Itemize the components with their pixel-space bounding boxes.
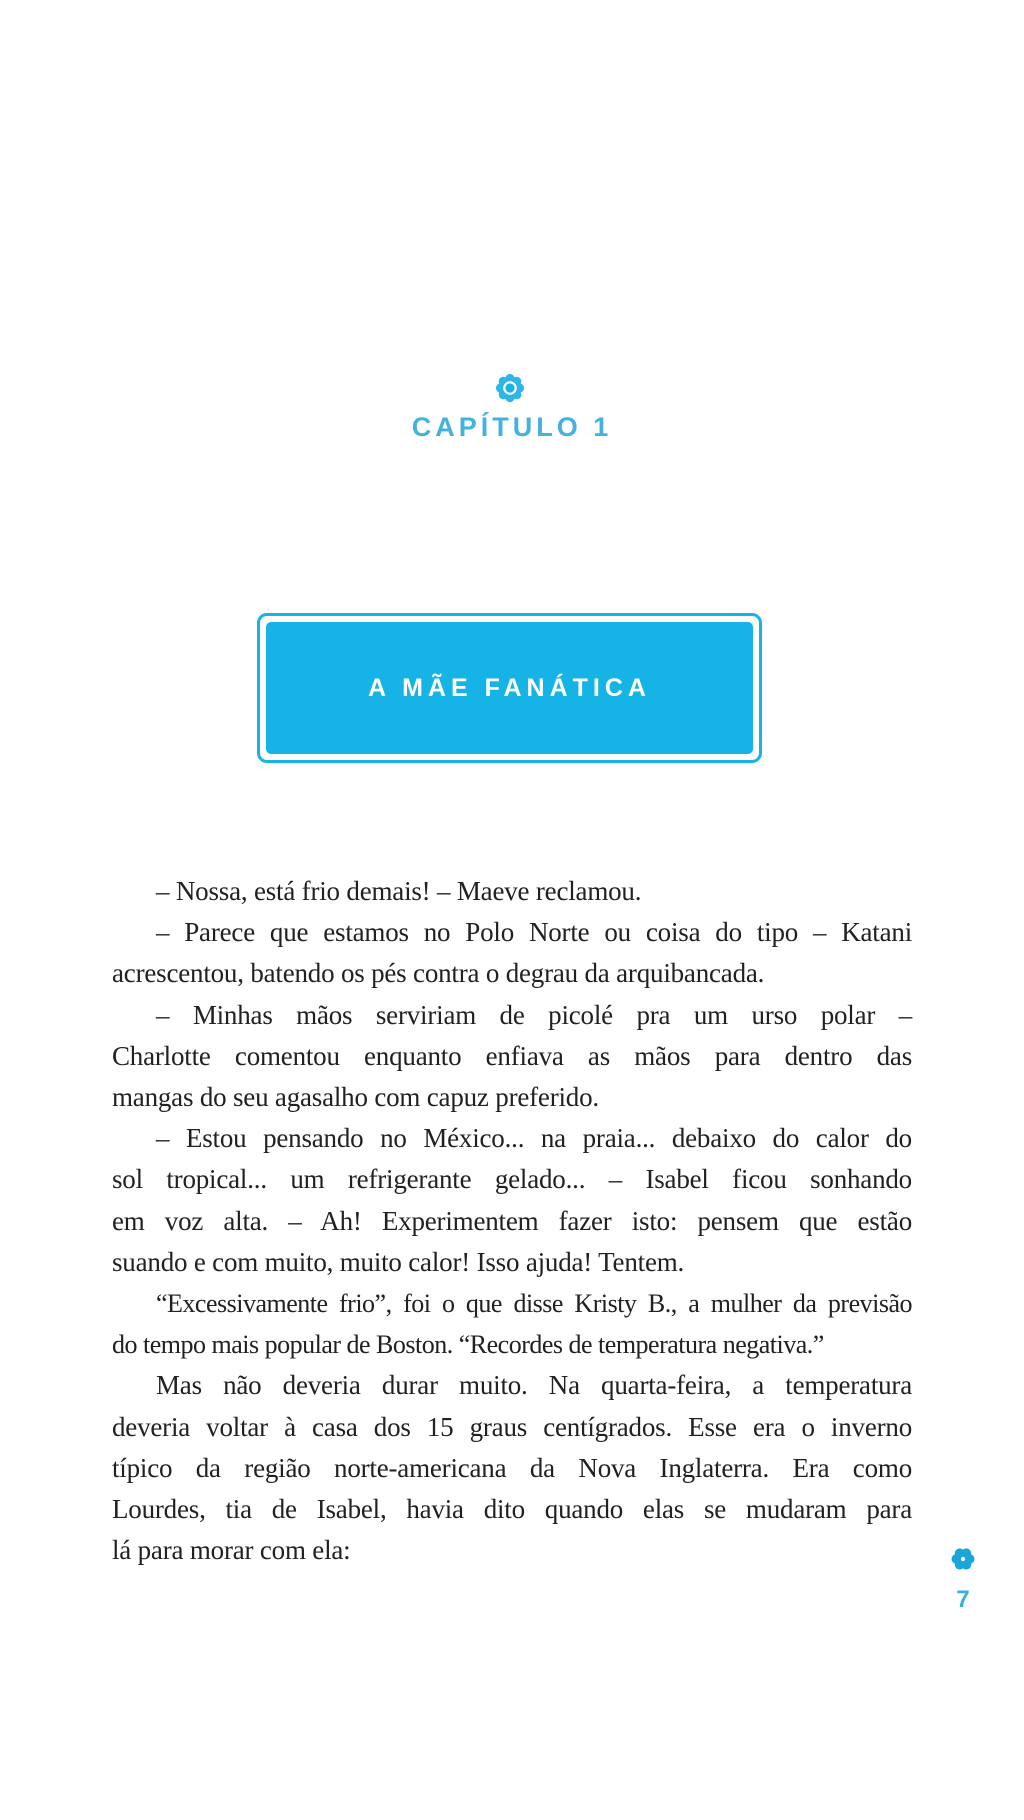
text-line: – Minhas mãos serviriam de picolé pra um urso polar – [156, 999, 912, 1030]
paragraph [112, 1118, 912, 1283]
text-line: “Excessivamente frio”, foi o que disse Kristy B., a mulher da previsão [156, 1289, 912, 1319]
text-line: – Parece que estamos no Polo Norte ou coisa do tipo – Katani [156, 917, 912, 948]
text-line: mangas do seu agasalho com capuz preferido. [112, 1082, 599, 1113]
flower-icon [950, 1546, 976, 1572]
text-line: Lourdes, tia de Isabel, havia dito quando elas se mudaram para [112, 1494, 912, 1525]
chapter-heading: CAPÍTULO 1 [411, 412, 613, 442]
text-line: acrescentou, batendo os pés contra o degrau da arquibancada. [112, 958, 765, 989]
text-line: sol tropical... um refrigerante gelado... – Isabel ficou sonhando [112, 1164, 912, 1195]
paragraph [112, 1283, 912, 1365]
paragraph [112, 871, 912, 912]
paragraph [112, 1365, 912, 1571]
text-line: – Estou pensando no México... na praia... debaixo do calor do [156, 1123, 912, 1154]
text-line: Charlotte comentou enquanto enfiava as mãos para dentro das [112, 1040, 912, 1071]
text-line: do tempo mais popular de Boston. “Recordes de temperatura negativa.” [112, 1330, 824, 1360]
text-line: típico da região norte-americana da Nova Inglaterra. Era como [112, 1452, 912, 1483]
paragraph [112, 912, 912, 994]
text-line: lá para morar com ela: [112, 1535, 351, 1566]
text-line: – Nossa, está frio demais! – Maeve reclamou. [156, 876, 642, 906]
chapter-title-box-fill [266, 622, 753, 754]
text-line: suando e com muito, muito calor! Isso ajuda! Tentem. [112, 1246, 685, 1277]
text-line: deveria voltar à casa dos 15 graus centígrados. Esse era o inverno [112, 1411, 912, 1442]
text-line: em voz alta. – Ah! Experimentem fazer isto: pensem que estão [112, 1205, 912, 1236]
chapter-title-box [257, 613, 762, 763]
page-number: 7 [956, 1586, 970, 1613]
chapter-title-label: A MÃE FANÁTICA [368, 673, 651, 702]
paragraph [112, 995, 912, 1119]
flower-icon [494, 372, 526, 404]
text-line: Mas não deveria durar muito. Na quarta-feira, a temperatura [156, 1370, 912, 1401]
body-text [112, 871, 912, 1571]
